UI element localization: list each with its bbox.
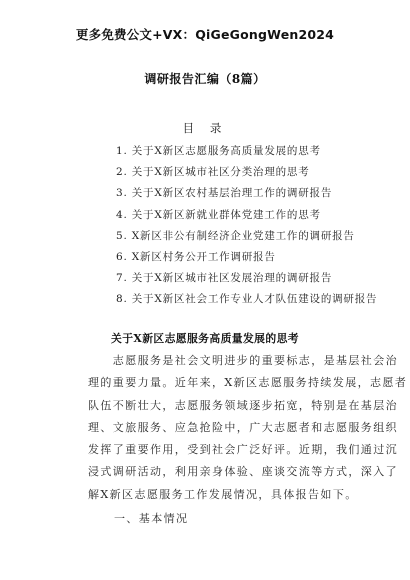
document-title: 调研报告汇编（8篇） (144, 72, 266, 86)
paragraph-line: 发挥了重要作用，受到社会广泛好评。近期，我们通过沉 (88, 443, 398, 457)
toc-item: 2. 关于X新区城市社区分类治理的思考 (116, 166, 310, 179)
toc-item: 3. 关于X新区农村基层治理工作的调研报告 (116, 187, 333, 200)
table-of-contents (116, 141, 377, 311)
toc-item: 6. X新区村务公开工作调研报告 (116, 250, 276, 263)
section-subheading: 一、基本情况 (114, 512, 189, 525)
paragraph-line: 解X新区志愿服务工作发展情况，具体报告如下。 (88, 487, 358, 501)
toc-item: 4. 关于X新区新就业群体党建工作的思考 (116, 208, 321, 221)
paragraph-line: 浸式调研活动，利用亲身体验、座谈交流等方式，深入了 (88, 465, 398, 479)
toc-item: 8. 关于X新区社会工作专业人才队伍建设的调研报告 (116, 293, 378, 306)
paragraph-line: 志愿服务是社会文明进步的重要标志，是基层社会治 (88, 354, 398, 367)
section-title: 关于X新区志愿服务高质量发展的思考 (111, 332, 299, 345)
toc-item: 7. 关于X新区城市社区发展治理的调研报告 (116, 272, 333, 285)
toc-item: 1. 关于X新区志愿服务高质量发展的思考 (116, 145, 321, 157)
paragraph-line: 队伍不断壮大，志愿服务领域逐步拓宽，特别是在基层治 (88, 398, 398, 412)
paragraph-line: 理的重要力量。近年来，X新区志愿服务持续发展，志愿者 (88, 376, 408, 390)
toc-item: 5. X新区非公有制经济企业党建工作的调研报告 (116, 229, 355, 242)
paragraph-line: 理、文旅服务、应急抢险中，广大志愿者和志愿服务组织 (88, 420, 398, 434)
header-watermark-line: 更多免费公文+VX：QiGeGongWen2024 (75, 27, 335, 42)
toc-heading: 目 录 (182, 121, 228, 135)
body-paragraph (88, 350, 408, 506)
